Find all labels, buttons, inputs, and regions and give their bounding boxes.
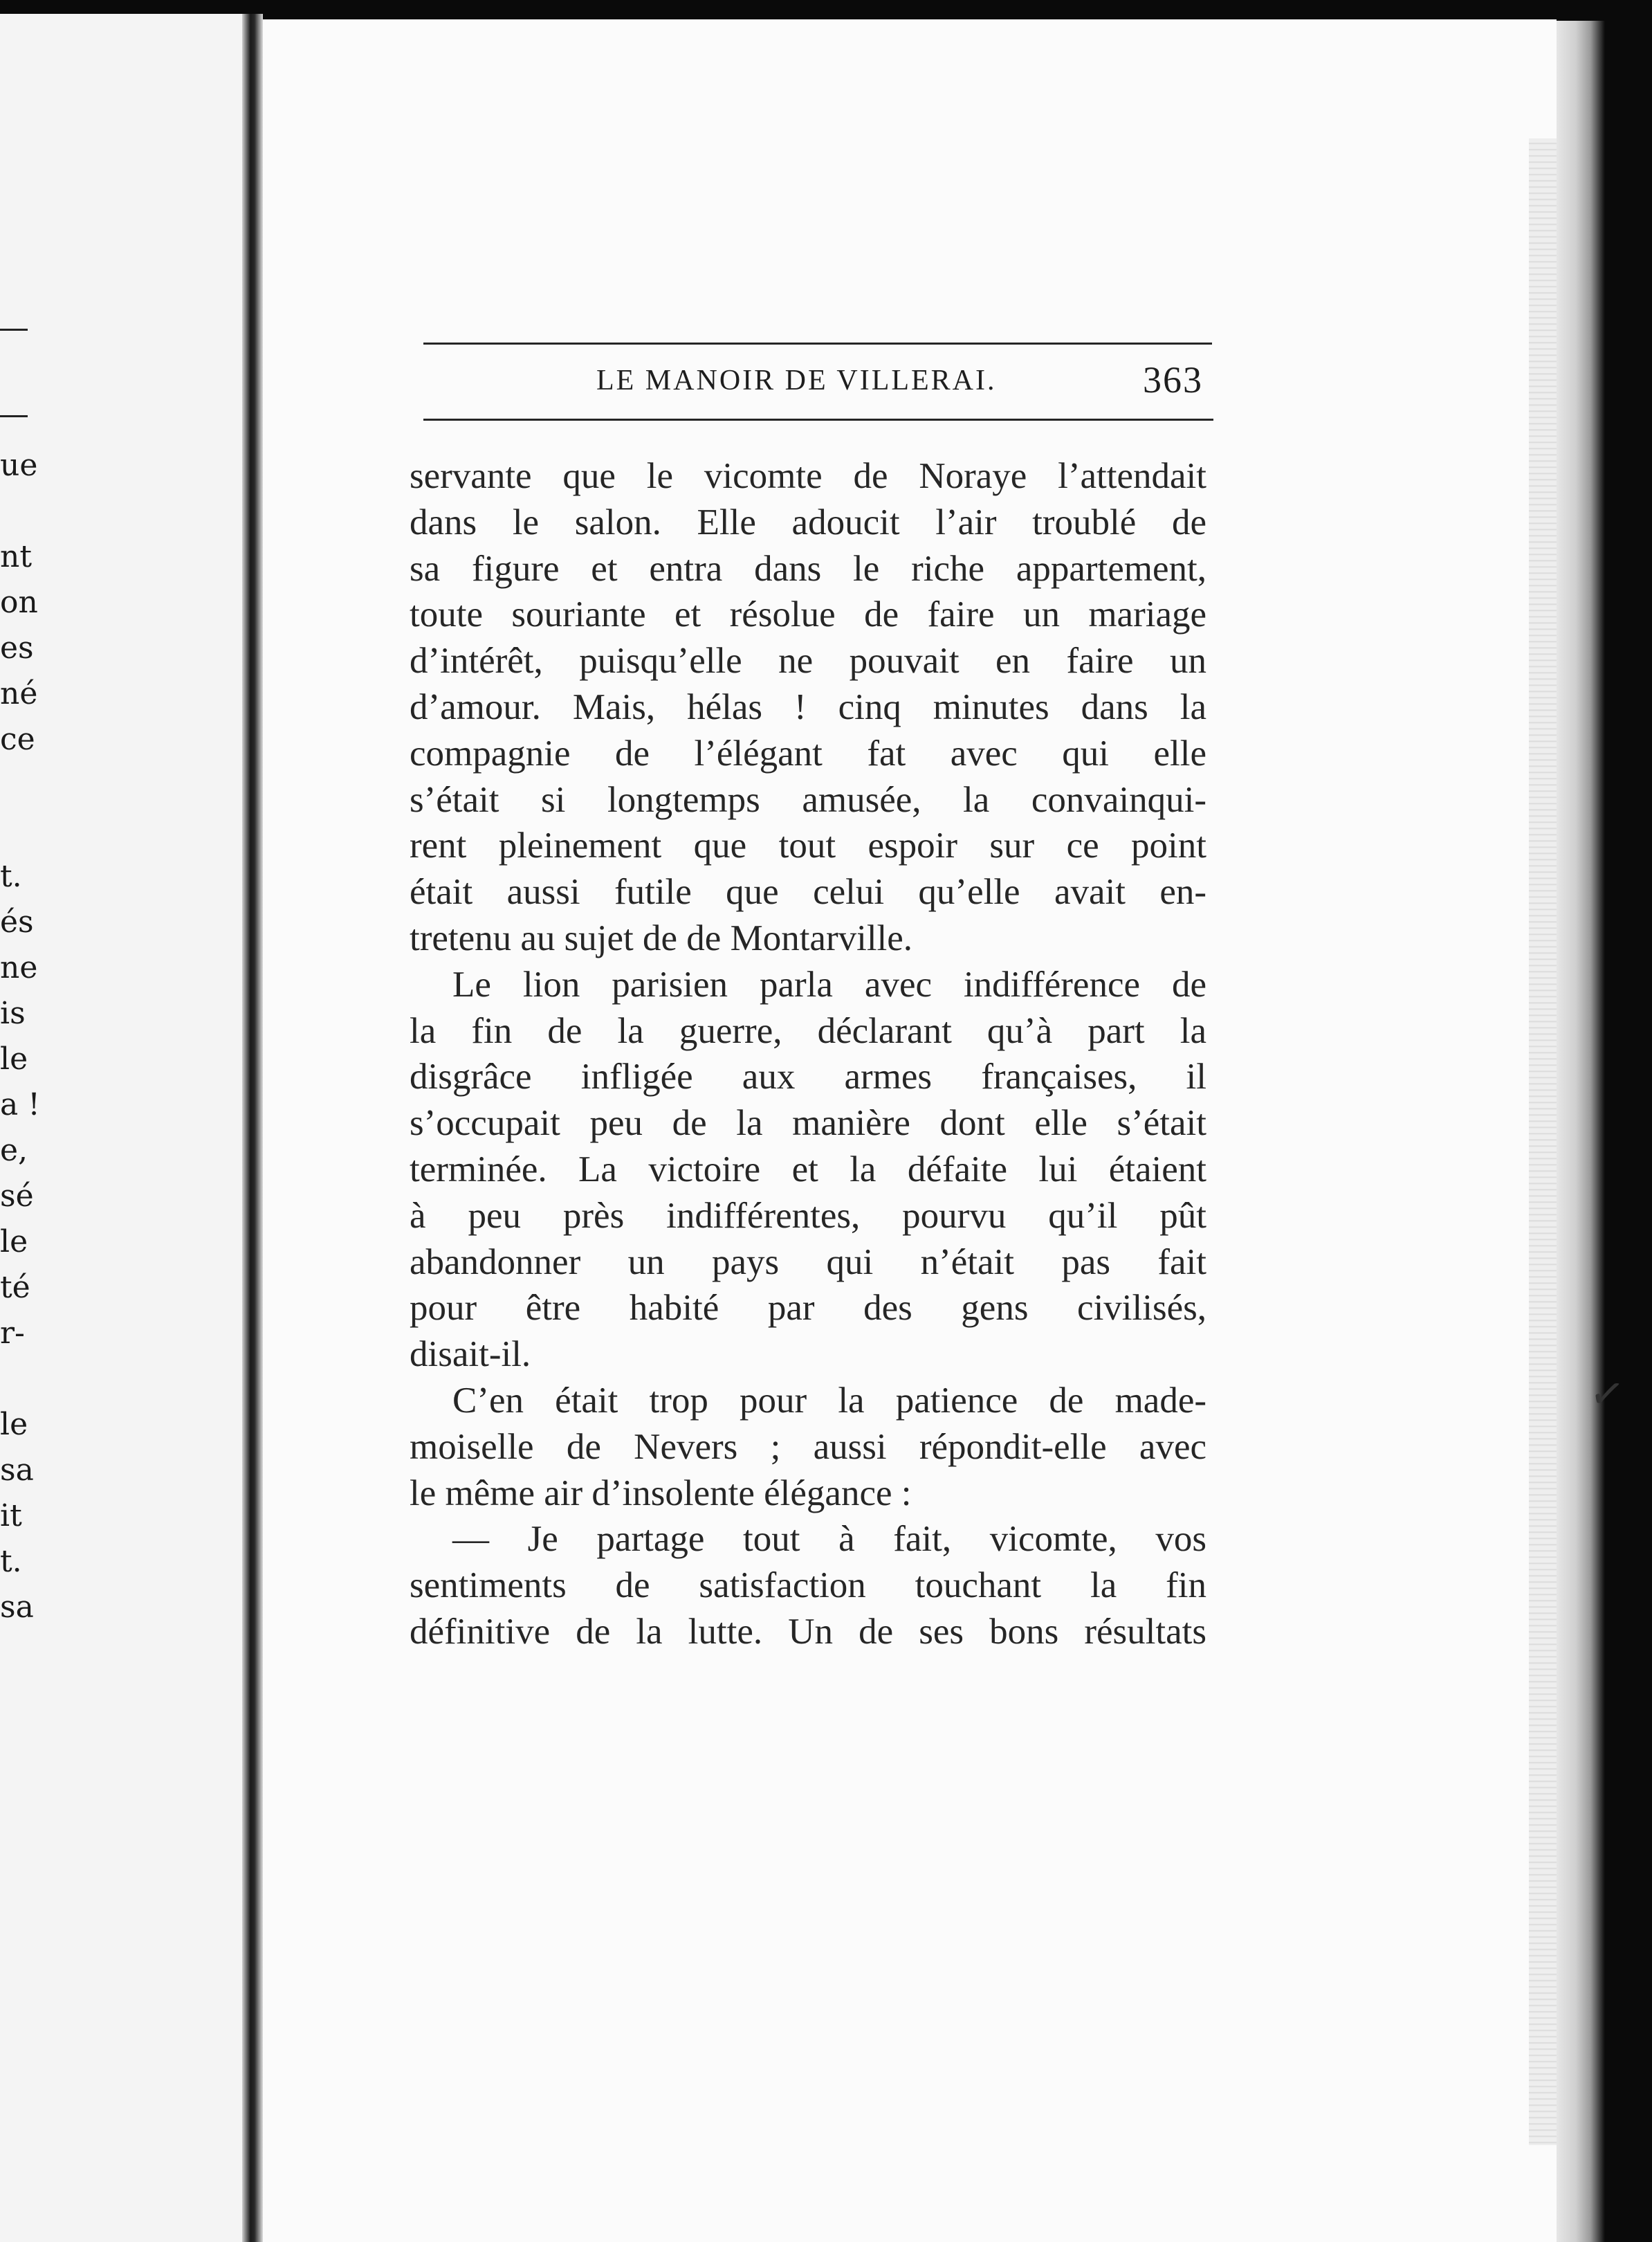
margin-check-mark: ✓ (1586, 1367, 1628, 1421)
left-page-fragment: e, (0, 1133, 28, 1168)
left-page-fragment: is (0, 996, 26, 1031)
left-page-rule (0, 415, 28, 417)
left-page-fragment: le (0, 1224, 28, 1259)
page-number: 363 (1143, 359, 1203, 401)
text-line: disait-il. (410, 1334, 531, 1375)
left-page-fragment: r- (0, 1315, 25, 1351)
left-page-fragment: né (0, 676, 38, 711)
left-page-fragment: nt (0, 539, 33, 574)
left-page-fragment: t. (0, 1544, 22, 1579)
left-page-fragment: a ! (0, 1087, 40, 1122)
left-page-fragment: ne (0, 950, 38, 985)
text-line: sa figure et entra dans le riche appartement, (410, 548, 1206, 589)
text-line: servante que le vicomte de Noraye l’attendait (410, 456, 1206, 496)
left-page-fragment (0, 763, 42, 808)
page-edge-shadow (1557, 21, 1605, 2242)
left-page-fragment: sa (0, 1452, 34, 1488)
book-spine (242, 14, 263, 2242)
text-line: tretenu au sujet de de Montarville. (410, 918, 913, 958)
text-line: le même air d’insolente élégance : (410, 1473, 912, 1513)
text-line: rent pleinement que tout espoir sur ce point (410, 826, 1206, 866)
left-page-fragment: t. (0, 859, 22, 894)
text-line: pour être habité par des gens civilisés, (410, 1288, 1206, 1329)
text-line: abandonner un pays qui n’était pas fait (410, 1241, 1206, 1282)
left-page-fragment: le (0, 1407, 28, 1442)
left-page-fragment: té (0, 1270, 30, 1305)
running-title: LE MANOIR DE VILLERAI. (596, 365, 997, 397)
left-page-fragment (0, 489, 42, 534)
text-line: d’intérêt, puisqu’elle ne pouvait en faire un (410, 641, 1206, 682)
left-page-text-fragments (0, 443, 42, 1630)
left-page-fragment: le (0, 1041, 28, 1077)
left-page-fragment: sé (0, 1178, 34, 1214)
left-page-fragment: ue (0, 448, 38, 483)
text-line: moiselle de Nevers ; aussi répondit-elle avec (410, 1426, 1206, 1467)
header-bottom-rule (423, 419, 1213, 421)
left-page-fragment: on (0, 585, 38, 620)
left-page-fragment: it (0, 1498, 22, 1533)
left-page-rule (0, 329, 28, 331)
text-line: compagnie de l’élégant fat avec qui elle (410, 733, 1206, 774)
text-line: s’était si longtemps amusée, la convainqui- (410, 779, 1206, 820)
text-line: terminée. La victoire et la défaite lui étaient (410, 1149, 1206, 1190)
left-page-fragment: sa (0, 1589, 34, 1625)
left-page-fragment (0, 808, 42, 854)
text-line: la fin de la guerre, déclarant qu’à part la (410, 1010, 1206, 1051)
previous-page-fragment (0, 14, 242, 2242)
text-line: sentiments de satisfaction touchant la fin (410, 1565, 1206, 1606)
text-line: définitive de la lutte. Un de ses bons résultats (410, 1611, 1206, 1652)
left-page-fragment (0, 1356, 42, 1402)
text-line: dans le salon. Elle adoucit l’air troublé de (410, 502, 1206, 543)
body-text (410, 453, 1206, 1655)
text-line: disgrâce infligée aux armes françaises, il (410, 1057, 1206, 1097)
text-line: toute souriante et résolue de faire un mariage (410, 594, 1206, 635)
text-line: d’amour. Mais, hélas ! cinq minutes dans la (410, 686, 1206, 727)
left-page-fragment: ce (0, 722, 35, 757)
text-line: — Je partage tout à fait, vicomte, vos (452, 1519, 1206, 1560)
left-page-fragment: es (0, 630, 34, 666)
text-line: était aussi futile que celui qu’elle avait en- (410, 872, 1206, 913)
text-line: C’en était trop pour la patience de made- (452, 1380, 1206, 1421)
text-line: s’occupait peu de la manière dont elle s’était (410, 1103, 1206, 1144)
page-fore-edge (1529, 138, 1557, 2145)
header-top-rule (423, 343, 1212, 345)
text-line: Le lion parisien parla avec indifférence de (452, 964, 1206, 1005)
left-page-fragment: és (0, 904, 34, 940)
text-line: à peu près indifférentes, pourvu qu’il pût (410, 1195, 1206, 1236)
